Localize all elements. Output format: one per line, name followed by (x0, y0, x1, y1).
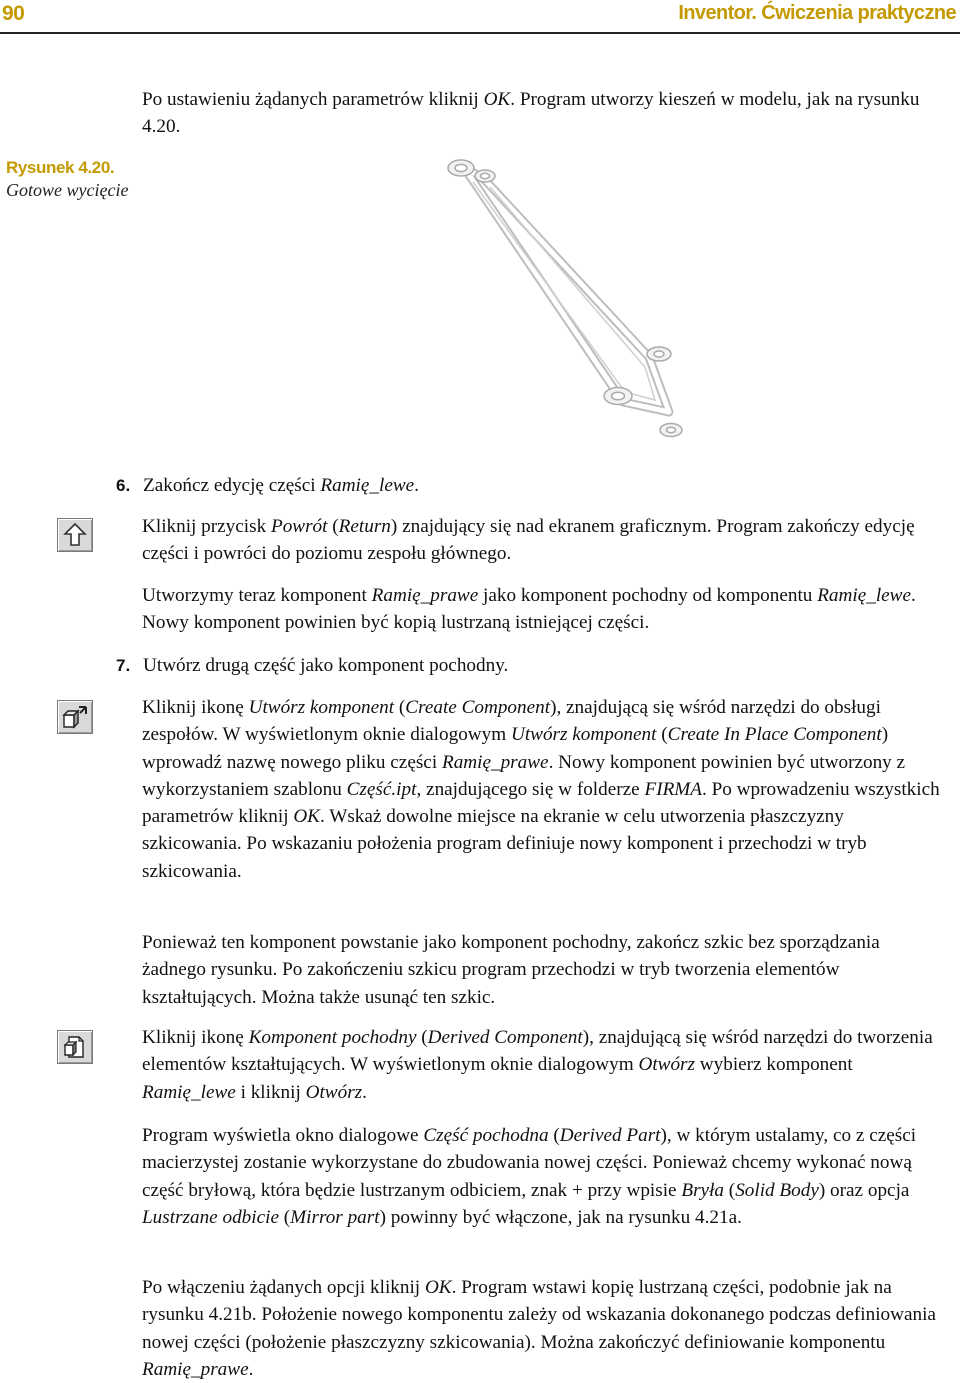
boss-top-left (448, 160, 474, 176)
derived-part-dialog-paragraph: Program wyświetla okno dialogowe Część pochodna (Derived Part), w którym ustalamy, co z części macierzystej zostanie wykorzystane do zbudowania nowej części. Ponieważ chcemy wykonać nową część bryłową, która będzie lustrzanym odbiciem, znak + przy wpisie Bryła (Solid Body) oraz opcja Lustrzane odbicie (Mirror part) powinny być włączone, jak na rysunku 4.21a. (142, 1125, 917, 1228)
page-header (0, 0, 960, 34)
final-paragraph: Po włączeniu żądanych opcji kliknij OK. Program wstawi kopię lustrzaną części, podobnie jak na rysunku 4.21b. Położenie nowego komponentu zależy od wskazania dokonanego podczas definiowania nowej części (położenie płaszczyzny szkicowania). Można zakończyć definiowanie komponentu Ramię_prawe. (142, 1277, 936, 1380)
step-7: 7. Utwórz drugą część jako komponent pochodny. (116, 652, 946, 679)
derived-component-button-icon (57, 1030, 93, 1064)
step-number: 6. (116, 476, 131, 495)
boss-top-right (475, 170, 495, 182)
step-6: 6. Zakończ edycję części Ramię_lewe. (116, 472, 946, 499)
page-number: 90 (2, 2, 25, 25)
return-paragraph: Kliknij przycisk Powrót (Return) znajdujący się nad ekranem graficznym. Program zakończy edycję części i powróci do poziomu zespołu głównego. (142, 516, 915, 565)
figure-caption-text: Gotowe wycięcie (6, 180, 129, 200)
boss-middle-right (647, 347, 671, 361)
derived-component-paragraph: Kliknij ikonę Komponent pochodny (Derived Component), znajdującą się wśród narzędzi do tworzenia elementów kształtujących. W wyświetlonym oknie dialogowym Otwórz wybierz komponent Ramię_lewe i kliknij Otwórz. (142, 1027, 933, 1103)
header-rule (0, 32, 960, 34)
figure-label: Rysunek 4.20. (6, 158, 115, 177)
sketch-note-paragraph: Ponieważ ten komponent powstanie jako komponent pochodny, zakończ szkic bez sporządzania żadnego rysunku. Po zakończeniu szkicu program przechodzi w tryb tworzenia elementów kształtujących. Można także usunąć ten szkic. (142, 932, 880, 1008)
return-arrow-icon (58, 519, 92, 551)
create-component-button-icon (57, 700, 93, 734)
arm-pocket-figure (435, 152, 710, 452)
create-derived-paragraph: Utworzymy teraz komponent Ramię_prawe jako komponent pochodny od komponentu Ramię_lewe. Nowy komponent powinien być kopią lustrzaną istniejącej części. (142, 585, 916, 634)
return-button-icon (57, 518, 93, 552)
figure-caption (6, 158, 136, 201)
create-component-paragraph: Kliknij ikonę Utwórz komponent (Create Component), znajdującą się wśród narzędzi do obsługi zespołów. W wyświetlonym oknie dialogowym Utwórz komponent (Create In Place Component) wprowadź nazwę nowego pliku części Ramię_prawe. Nowy komponent powinien być utworzony z wykorzystaniem szablonu Część.ipt, znajdującego się w folderze FIRMA. Po wprowadzeniu wszystkich parametrów kliknij OK. Wskaż dowolne miejsce na ekranie w celu utworzenia płaszczyzny szkicowania. Po wskazaniu położenia program definiuje nowy komponent i przechodzi w tryb szkicowania. (142, 697, 940, 882)
intro-paragraph: Po ustawieniu żądanych parametrów kliknij OK. Program utworzy kieszeń w modelu, jak na rysunku 4.20. (142, 89, 920, 138)
running-title: Inventor. Ćwiczenia praktyczne (678, 2, 956, 24)
derived-component-icon (58, 1031, 92, 1063)
boss-bottom-left (604, 388, 632, 405)
boss-bottom-right (660, 424, 682, 437)
step-number: 7. (116, 656, 131, 675)
create-component-icon (58, 701, 92, 733)
